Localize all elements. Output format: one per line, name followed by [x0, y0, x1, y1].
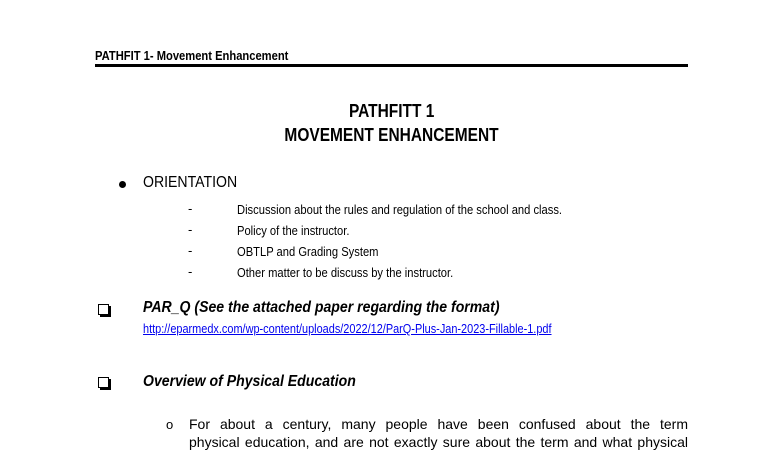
orientation-item: OBTLP and Grading System	[237, 244, 379, 259]
running-header: PATHFIT 1- Movement Enhancement	[95, 48, 289, 63]
circle-bullet-icon: o	[166, 417, 174, 432]
orientation-item: Other matter to be discuss by the instructor.	[237, 265, 454, 280]
orientation-item: Discussion about the rules and regulation of the school and class.	[237, 202, 563, 217]
checkbox-bullet-icon	[98, 304, 109, 315]
orientation-item: Policy of the instructor.	[237, 223, 350, 238]
overview-paragraph-line: physical education, and are not exactly sure about the term and what physical	[189, 434, 688, 450]
dash-marker: -	[188, 264, 193, 279]
dash-marker: -	[188, 243, 193, 258]
dash-marker: -	[188, 222, 193, 237]
bullet-dot-icon	[119, 181, 126, 188]
parq-title: PAR_Q (See the attached paper regarding the format)	[143, 299, 500, 316]
document-title-text-1: PATHFITT 1	[348, 101, 435, 121]
overview-paragraph-line: For about a century, many people have been confused about the term	[189, 416, 688, 432]
parq-link[interactable]: http://eparmedx.com/wp-content/uploads/2022/12/ParQ-Plus-Jan-2023-Fillable-1.pdf	[143, 321, 552, 336]
checkbox-bullet-icon	[98, 377, 109, 388]
document-title-line-1	[95, 101, 688, 122]
orientation-heading: ORIENTATION	[143, 174, 238, 191]
document-title-text-2: MOVEMENT ENHANCEMENT	[284, 125, 499, 145]
document-title-line-2	[95, 125, 688, 146]
header-rule	[95, 64, 688, 67]
dash-marker: -	[188, 201, 193, 216]
overview-title: Overview of Physical Education	[143, 373, 356, 390]
